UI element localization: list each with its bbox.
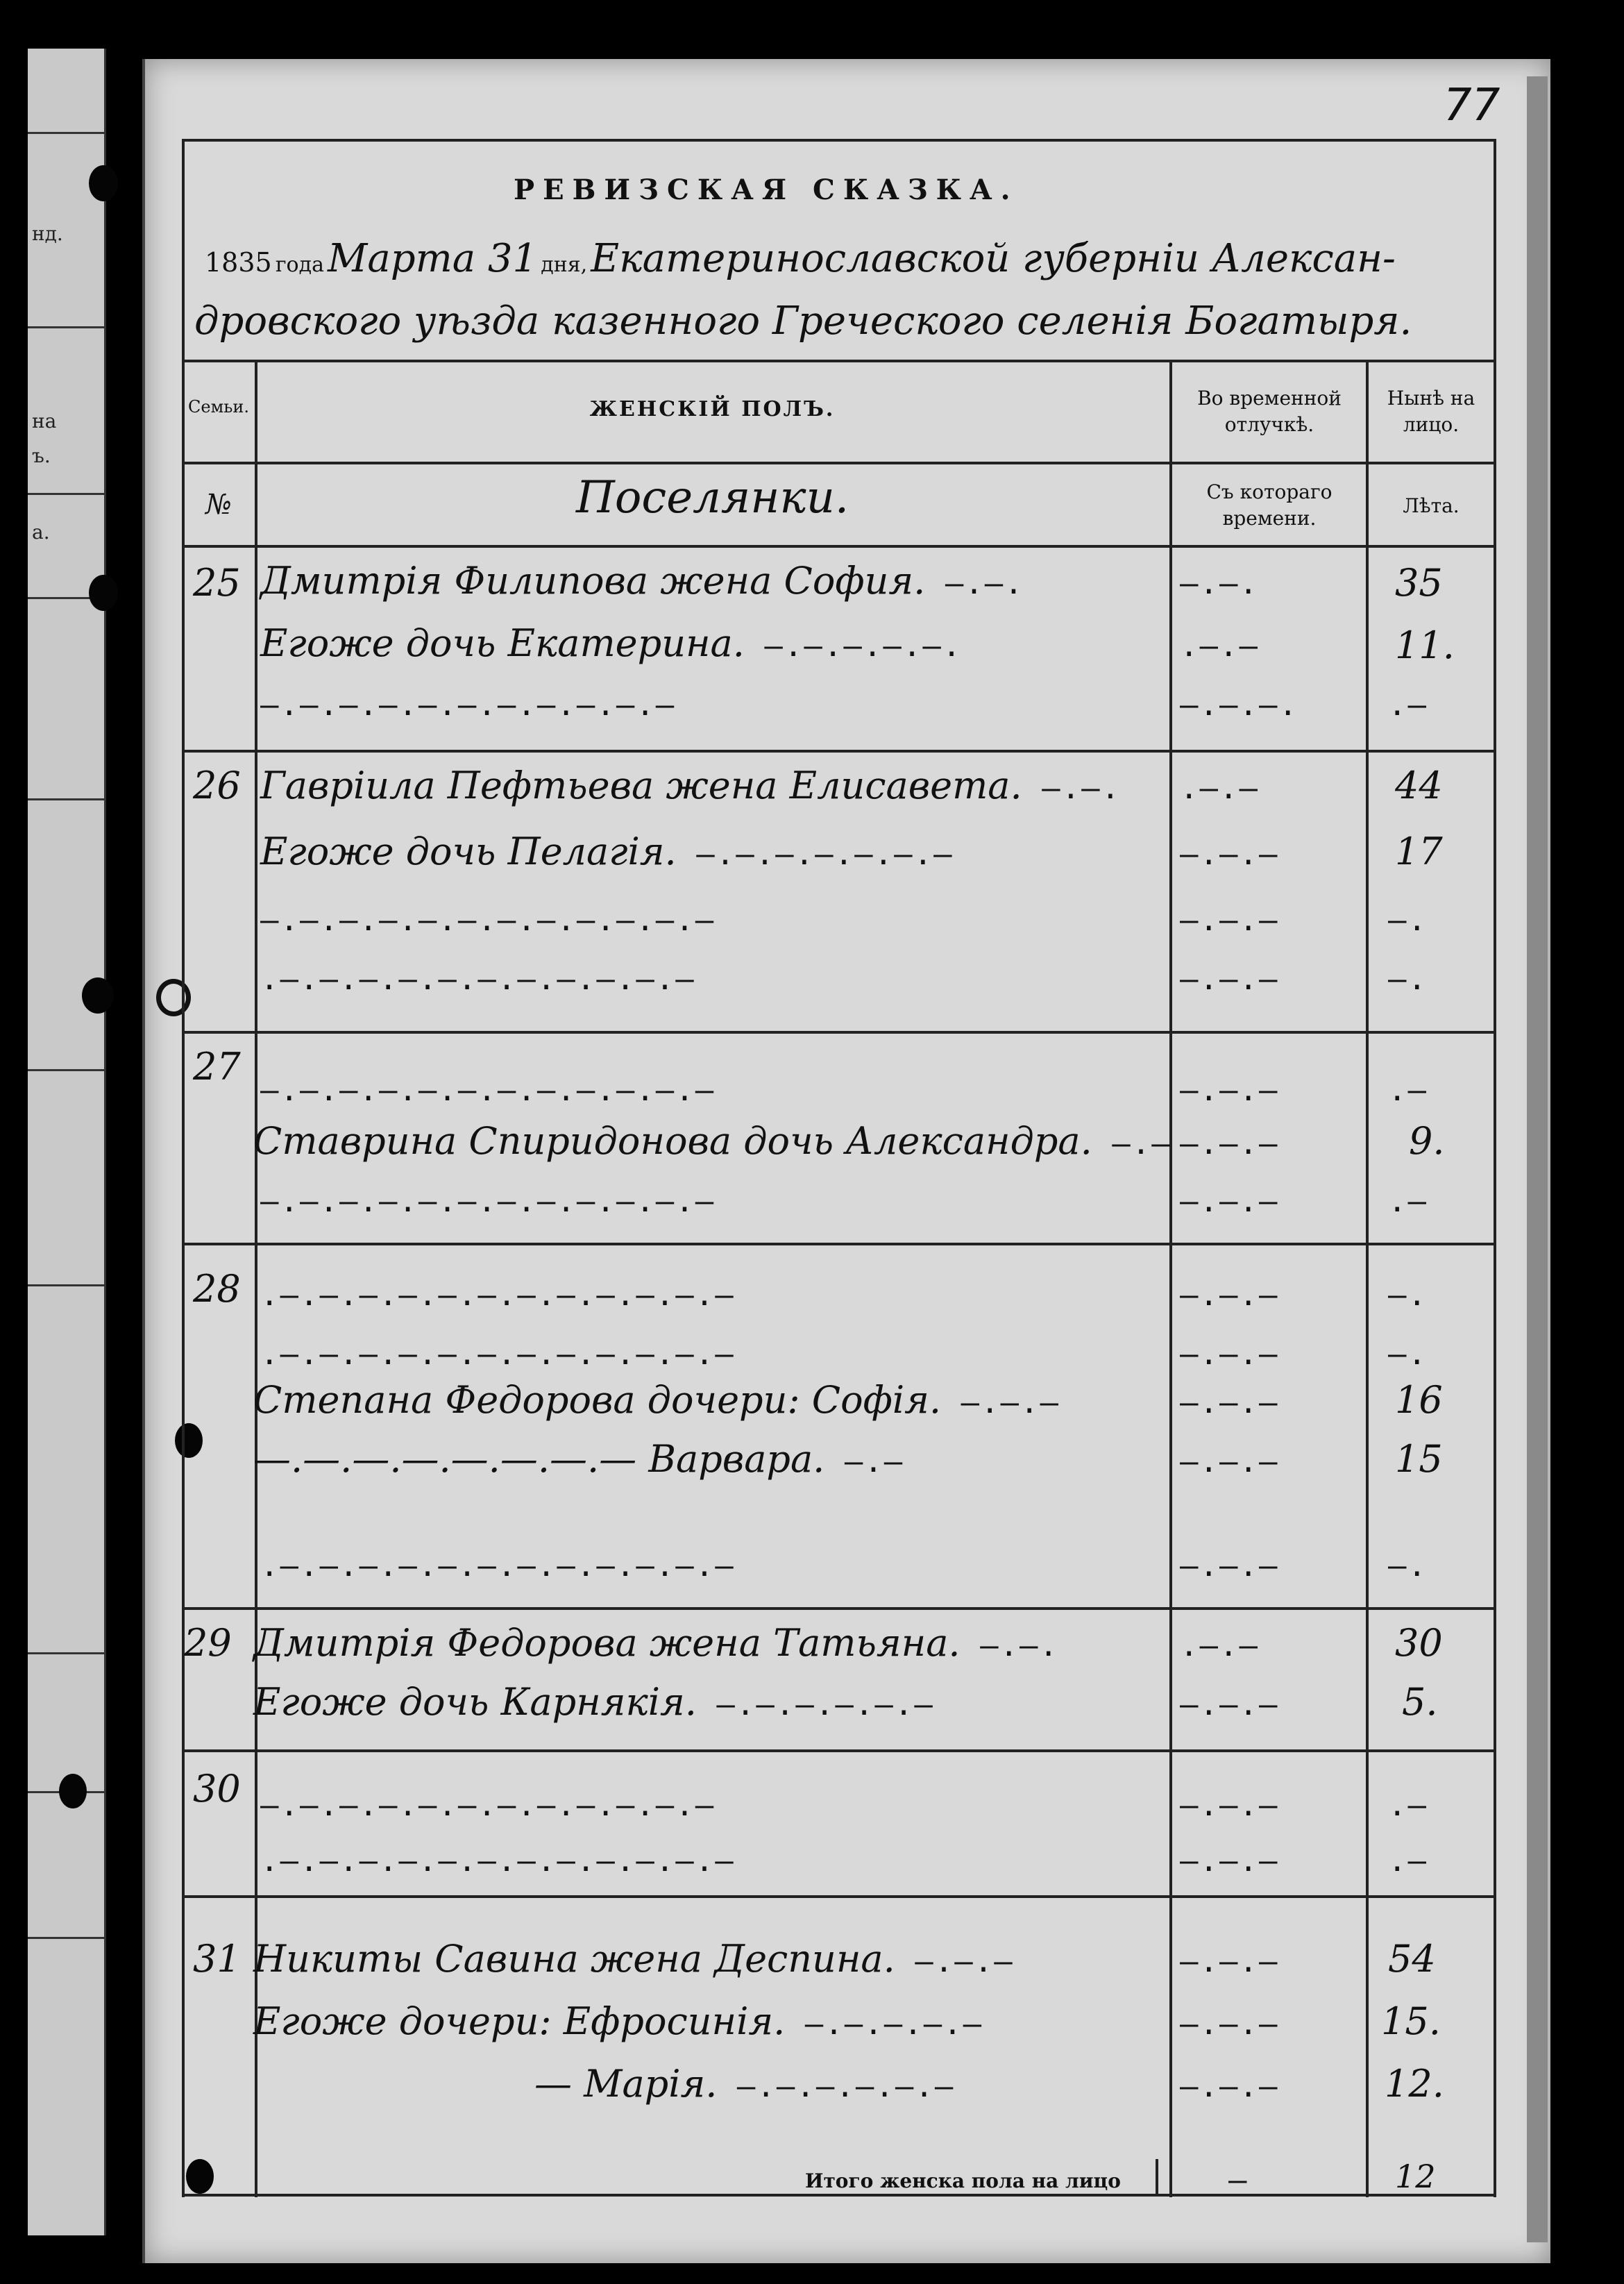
entry-text: Никиты Савина жена Деспина.: [253, 1937, 895, 1981]
prev-page-rule: [28, 493, 104, 495]
col-since: Съ котораго времени.: [1206, 480, 1333, 530]
age-cell: 12.: [1385, 2062, 1444, 2106]
absence-cell: —.—.—: [1180, 1788, 1279, 1823]
family-number: 28: [193, 1267, 241, 1311]
family-separator: [182, 1749, 1496, 1752]
binding-hole: [89, 575, 118, 611]
family-separator: [182, 1031, 1496, 1034]
page-edge: [1527, 76, 1548, 2242]
col-female: ЖЕНСКІЙ ПОЛЪ.: [589, 397, 836, 421]
absence-cell: —.—.—: [1180, 1548, 1279, 1584]
entry-row: [260, 621, 962, 665]
family-number: 30: [193, 1767, 241, 1811]
day-word: дня,: [541, 253, 588, 277]
absence-cell: —.—.—: [1180, 837, 1279, 872]
absence-cell: —.—.—: [1180, 1687, 1279, 1722]
prev-page-rule: [28, 1069, 104, 1071]
filler-dashes: —.—.: [960, 1628, 1060, 1663]
col-years: Лѣта.: [1403, 494, 1460, 517]
col-present: Нынѣ на лицо.: [1387, 387, 1475, 436]
prev-page-rule: [28, 1652, 104, 1654]
age-cell: —.: [1388, 902, 1428, 938]
filler-dashes: —.—.—.—.—.—: [696, 1687, 934, 1722]
entry-text: Егоже дочь Екатерина.: [260, 621, 745, 665]
binding-hole: [82, 977, 114, 1014]
entry-text: —.—.—.—.—.—.—.— Варвара.: [253, 1437, 825, 1481]
entry-row: [253, 1621, 1059, 1665]
family-number: 31: [193, 1937, 241, 1981]
age-cell: 11.: [1395, 623, 1455, 667]
location-handwritten-1: Екатеринославской губерніи Алексан-: [591, 236, 1396, 281]
absence-cell: —.—.—: [1180, 2069, 1279, 2104]
header-rule: [182, 545, 1496, 548]
family-separator: [182, 1607, 1496, 1610]
binding-hole: [175, 1423, 203, 1458]
absence-cell: —.—.—.: [1180, 687, 1299, 723]
location-handwritten-2: дровского уѣзда казенного Греческого селенія Богатыря.: [194, 299, 1412, 344]
age-cell: 30: [1395, 1621, 1443, 1665]
binding-hole: [59, 1774, 87, 1808]
filler-dashes: —.—.—.—.—.—: [717, 2069, 955, 2104]
total-present: 12: [1395, 2158, 1436, 2195]
absence-cell: —.—.—: [1180, 2006, 1279, 2042]
age-cell: .—: [1388, 1788, 1428, 1823]
prev-page-rule: [28, 326, 104, 328]
absence-cell: —.—.—: [1180, 1944, 1279, 1979]
frame-top: [182, 139, 1496, 142]
age-cell: 15: [1395, 1437, 1443, 1481]
entry-row: [253, 1437, 904, 1481]
entry-row: [253, 1999, 983, 2043]
age-cell: —.: [1388, 1548, 1428, 1584]
filler-dashes: —.—.—.—.—.—.—.—.—.—.—: [260, 687, 676, 723]
total-label: Итого женска пола на лицо: [805, 2169, 1121, 2192]
filler-dashes: —.—: [1092, 1126, 1172, 1161]
footer-rule: [182, 2194, 1496, 2197]
prev-page-rule: [28, 798, 104, 800]
entry-text: Егоже дочери: Ефросинія.: [253, 1999, 786, 2043]
footer-divider: [1156, 2159, 1158, 2194]
filler-dashes: —.—.: [1022, 771, 1122, 806]
prev-page-rule: [28, 1284, 104, 1286]
family-number: 25: [193, 561, 241, 605]
col-divider-present: [1366, 360, 1369, 2197]
binding-hole: [89, 165, 118, 201]
age-cell: 35: [1395, 561, 1443, 605]
absence-cell: —.—.—: [1180, 902, 1279, 938]
filler-dashes: —.—.—.—.—.—.—.—.—.—.—.—: [260, 1073, 716, 1108]
col-divider-absence: [1169, 360, 1172, 2197]
age-cell: .—: [1388, 1843, 1428, 1879]
absence-cell: .—.—: [1180, 771, 1259, 806]
filler-dashes: —.—.—: [895, 1944, 1014, 1979]
year-printed: 1835: [205, 247, 272, 278]
prev-page-rule: [28, 132, 104, 134]
filler-dashes: .—.—.—.—.—.—.—.—.—.—.—.—: [260, 1336, 735, 1372]
age-cell: 15.: [1381, 1999, 1441, 2043]
family-separator: [182, 1895, 1496, 1898]
filler-dashes: —.—.—.—.—.—.—.—.—.—.—.—: [260, 902, 716, 938]
family-number: 27: [193, 1045, 241, 1089]
entry-text: Егоже дочь Пелагія.: [260, 830, 677, 873]
col-absence: Во временной отлучкѣ.: [1197, 387, 1342, 436]
filler-dashes: —.—.—.—.—.—.—: [676, 837, 954, 872]
header-line-1: [205, 236, 1482, 281]
absence-cell: .—.—: [1180, 628, 1259, 664]
date-handwritten: Марта 31: [328, 236, 538, 281]
entry-row: [260, 764, 1121, 807]
age-cell: .—: [1388, 1184, 1428, 1219]
prev-page-fragment: нд.: [32, 222, 63, 245]
header-rule: [182, 462, 1496, 464]
entry-row: [253, 1378, 1060, 1422]
absence-cell: —.—.—: [1180, 1385, 1279, 1420]
entry-row: [253, 1119, 1172, 1163]
family-separator: [182, 750, 1496, 753]
filler-dashes: .—.—.—.—.—.—.—.—.—.—.—.—: [260, 1548, 735, 1584]
prev-page-rule: [28, 1937, 104, 1939]
absence-cell: —.—.: [1180, 566, 1259, 601]
col-category: Поселянки.: [576, 472, 849, 523]
total-absence: —: [1228, 2163, 1249, 2198]
absence-cell: —.—.—: [1180, 962, 1279, 997]
header-rule: [182, 360, 1496, 362]
family-separator: [182, 1243, 1496, 1245]
age-cell: 5.: [1402, 1680, 1438, 1724]
absence-cell: —.—.—: [1180, 1444, 1279, 1479]
age-cell: 44: [1395, 764, 1443, 807]
prev-page-fragment: а.: [32, 521, 50, 544]
age-cell: 17: [1395, 830, 1443, 873]
year-word: года: [275, 253, 324, 277]
prev-page-fragment: ъ.: [32, 444, 51, 467]
filler-dashes: —.—.: [925, 566, 1024, 601]
previous-page-strip: [28, 49, 106, 2235]
entry-text: Ставрина Спиридонова дочь Александра.: [253, 1119, 1092, 1163]
binding-ring: [156, 979, 191, 1016]
entry-text: Дмитрія Федорова жена Татьяна.: [253, 1621, 961, 1665]
filler-dashes: —.—.—.—.—.: [744, 628, 963, 664]
entry-row: [260, 830, 954, 873]
absence-cell: —.—.—: [1180, 1126, 1279, 1161]
age-cell: —.: [1388, 1336, 1428, 1372]
absence-cell: .—.—: [1180, 1628, 1259, 1663]
age-cell: 54: [1388, 1937, 1436, 1981]
entry-text: Егоже дочь Карнякія.: [253, 1680, 697, 1724]
form-title: РЕВИЗСКАЯ СКАЗКА.: [514, 174, 1019, 206]
age-cell: .—: [1388, 1073, 1428, 1108]
prev-page-fragment: на: [32, 410, 57, 433]
entry-row: [253, 1680, 934, 1724]
filler-dashes: —.—.—: [941, 1385, 1060, 1420]
col-divider-families: [255, 360, 257, 2197]
absence-cell: —.—.—: [1180, 1184, 1279, 1219]
age-cell: .—: [1388, 687, 1428, 723]
binding-hole: [186, 2159, 214, 2194]
page-number: 77: [1444, 80, 1500, 131]
age-cell: 9.: [1409, 1119, 1445, 1163]
family-number: 26: [193, 764, 241, 807]
filler-dashes: .—.—.—.—.—.—.—.—.—.—.—.—: [260, 1277, 735, 1313]
entry-text: Гавріила Пефтьева жена Елисавета.: [260, 764, 1022, 807]
filler-dashes: .—.—.—.—.—.—.—.—.—.—.—.—: [260, 1843, 735, 1879]
age-cell: 16: [1395, 1378, 1443, 1422]
entry-row: [253, 1937, 1014, 1981]
absence-cell: —.—.—: [1180, 1073, 1279, 1108]
absence-cell: —.—.—: [1180, 1277, 1279, 1313]
filler-dashes: —.—.—.—.—: [785, 2006, 983, 2042]
filler-dashes: —.—.—.—.—.—.—.—.—.—.—.—: [260, 1788, 716, 1823]
absence-cell: —.—.—: [1180, 1336, 1279, 1372]
entry-text: — Марія.: [534, 2062, 718, 2106]
frame-right: [1494, 139, 1496, 2197]
col-families: Семьи.: [188, 397, 249, 417]
age-cell: —.: [1388, 1277, 1428, 1313]
filler-dashes: .—.—.—.—.—.—.—.—.—.—.—: [260, 962, 695, 997]
family-number: 29: [184, 1621, 232, 1665]
filler-dashes: —.—.—.—.—.—.—.—.—.—.—.—: [260, 1184, 716, 1219]
entry-row: [260, 559, 1024, 603]
age-cell: —.: [1388, 962, 1428, 997]
entry-text: Дмитрія Филипова жена София.: [260, 559, 926, 603]
absence-cell: —.—.—: [1180, 1843, 1279, 1879]
col-no: №: [205, 489, 232, 521]
entry-text: Степана Федорова дочери: Софія.: [253, 1378, 942, 1422]
frame-left: [182, 139, 185, 2197]
entry-row: [534, 2062, 954, 2106]
filler-dashes: —.—: [824, 1444, 904, 1479]
